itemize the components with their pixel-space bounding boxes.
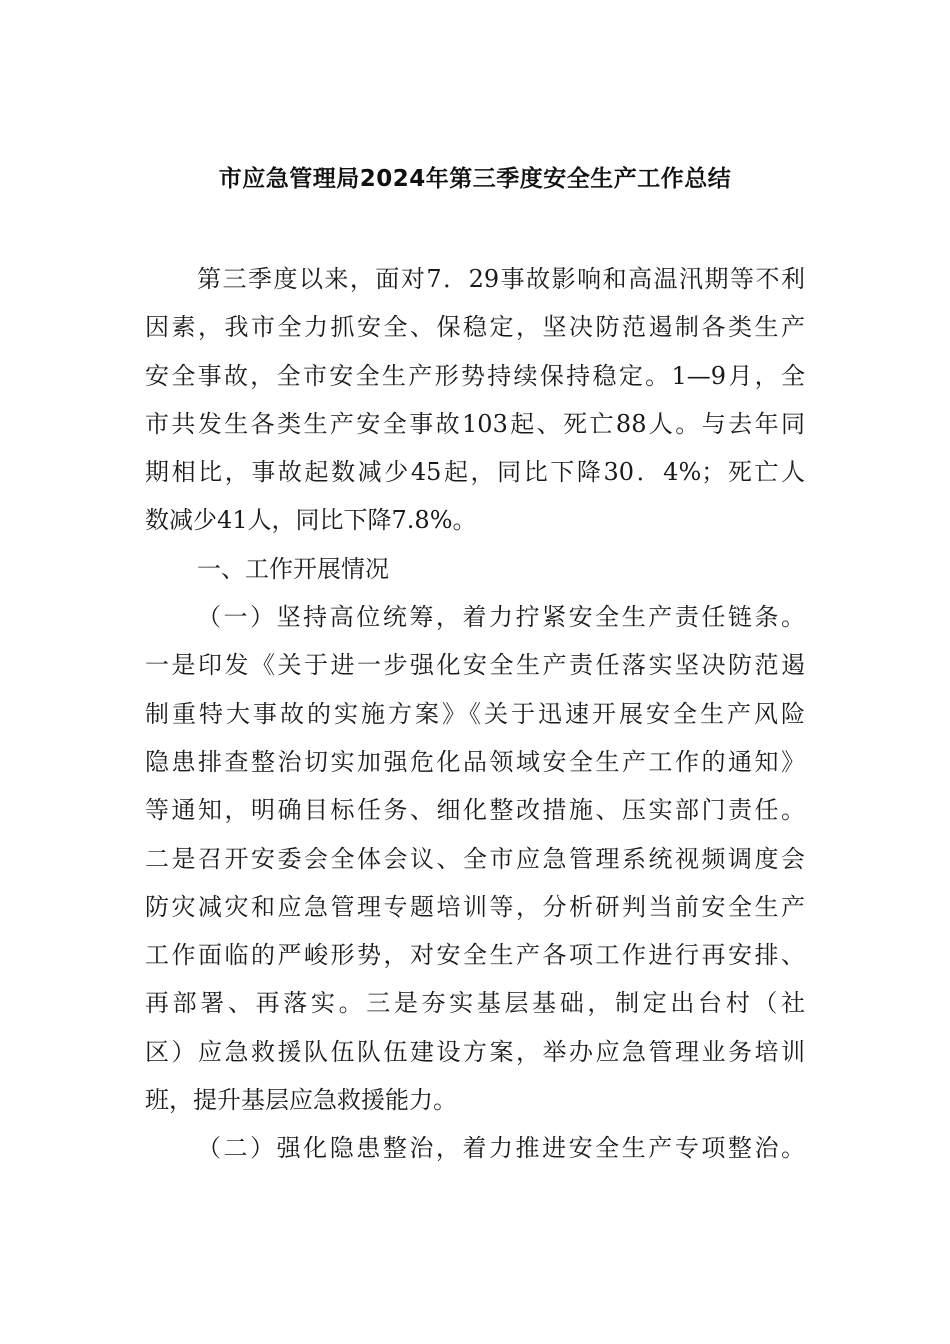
document-title: 市应急管理局2024年第三季度安全生产工作总结	[218, 166, 732, 192]
paragraph-line: 第三季度以来，面对7．29事故影响和高温汛期等不利	[197, 265, 805, 293]
paragraph-line: 一是印发《关于进一步强化安全生产责任落实坚决防范遏	[145, 651, 805, 680]
paragraph-line: 班，提升基层应急救援能力。	[145, 1086, 457, 1115]
paragraph-line: 数减少41人，同比下降7.8%。	[145, 506, 477, 535]
paragraph-line: 安全事故，全市安全生产形势持续保持稳定。1—9月，全	[145, 361, 805, 390]
paragraph-line: 区）应急救援队伍队伍建设方案，举办应急管理业务培训	[145, 1037, 805, 1066]
subsection-heading: （二）强化隐患整治，着力推进安全生产专项整治。	[197, 1134, 805, 1163]
paragraph-line: 制重特大事故的实施方案》《关于迅速开展安全生产风险	[145, 699, 805, 728]
paragraph-line: 再部署、再落实。三是夯实基层基础，制定出台村（社	[145, 989, 805, 1018]
paragraph-line: 二是召开安委会全体会议、全市应急管理系统视频调度会	[145, 844, 805, 873]
subsection-heading: （一）坚持高位统筹，着力拧紧安全生产责任链条。	[197, 603, 805, 632]
document-body	[145, 255, 805, 1173]
paragraph-line: 因素，我市全力抓安全、保稳定，坚决防范遏制各类生产	[145, 313, 805, 342]
paragraph-line: 隐患排查整治切实加强危化品领域安全生产工作的通知》	[145, 747, 805, 776]
paragraph-line: 工作面临的严峻形势，对安全生产各项工作进行再安排、	[145, 941, 805, 970]
paragraph-line: 期相比，事故起数减少45起，同比下降30．4%；死亡人	[145, 458, 805, 487]
paragraph-line: 市共发生各类生产安全事故103起、死亡88人。与去年同	[145, 409, 805, 438]
paragraph-line: 防灾减灾和应急管理专题培训等，分析研判当前安全生产	[145, 892, 805, 921]
section-heading: 一、工作开展情况	[197, 554, 389, 583]
paragraph-line: 等通知，明确目标任务、细化整改措施、压实部门责任。	[145, 796, 805, 825]
